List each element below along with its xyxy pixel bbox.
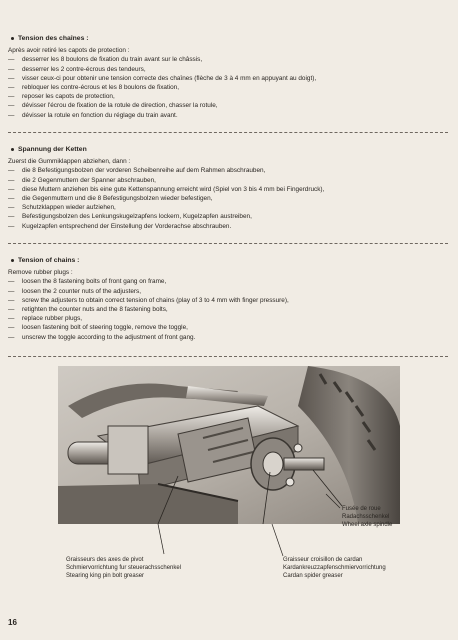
list-item: — screw the adjusters to obtain correct tension of chains (play of 3 to 4 mm with finger pressure), <box>8 296 289 304</box>
section-de-title: Spannung der Ketten <box>8 145 448 154</box>
list-item: — desserrer les 2 contre-écrous des tendeurs, <box>8 65 146 73</box>
list-item: — reposer les capots de protection, <box>8 93 115 101</box>
list-item: — dévisser l'écrou de fixation de la rotule de direction, chasser la rotule, <box>8 102 218 110</box>
list-item: — die 8 Befestigungsbolzen der vorderen Scheibenreihe auf dem Rahmen abschrauben, <box>8 167 266 175</box>
list-item: — diese Muttern anziehen bis eine gute Kettenspannung erreicht wird (Spiel von 3 bis 4 mm bei Fingerdruck), <box>8 185 325 193</box>
list-item: — visser ceux-ci pour obtenir une tension correcte des chaînes (flèche de 3 à 4 mm en appuyant au doigt), <box>8 74 317 82</box>
list-item: — loosen the 2 counter nuts of the adjusters, <box>8 287 142 295</box>
callout-king-pin-greaser: Graisseurs des axes de pivot Schmiervorrichtung fur steuerachsschenkel Stearing king pin bolt greaser <box>66 557 182 579</box>
section-fr-title: Tension des chaînes : <box>8 34 448 43</box>
page-number: 16 <box>8 618 17 627</box>
section-en-intro: Remove rubber plugs : <box>8 269 73 277</box>
callout-cardan-greaser: Graisseur croisillon de cardan Kardankreuzzapfenschmiervorrichtung Cardan spider greaser <box>283 557 386 579</box>
list-item: — loosen the 8 fastening bolts of front gang on frame, <box>8 278 167 286</box>
list-item: — die Gegenmuttern und die 8 Befestigungsbolzen wieder befestigen, <box>8 195 213 203</box>
list-item: — Kugelzapfen entsprechend der Einstellung der Vorderachse abschrauben. <box>8 222 232 230</box>
list-item: — loosen fastening bolt of steering toggle, remove the toggle, <box>8 324 188 332</box>
list-item: — desserrer les 8 boulons de fixation du train avant sur le châssis, <box>8 56 203 64</box>
callout-spindle: Fusée de roue Radachsschenkel Wheel axle spindle <box>342 506 393 528</box>
list-item: — replace rubber plugs, <box>8 315 83 323</box>
list-item: — retighten the counter nuts and the 8 fastening bolts, <box>8 306 168 314</box>
list-item: — Schutzklappen wieder aufziehen, <box>8 204 116 212</box>
list-item: — Befestigungsbolzen des Lenkungskugelzapfens lockern, Kugelzapfen austreiben, <box>8 213 252 221</box>
list-item: — unscrew the toggle according to the adjustment of front gang. <box>8 333 196 341</box>
list-item: — rebloquer les contre-écrous et les 8 boulons de fixation, <box>8 84 180 92</box>
section-fr-intro: Après avoir retiré les capots de protection : <box>8 47 130 55</box>
list-item: — dévisser la rotule en fonction du réglage du train avant. <box>8 111 178 119</box>
list-item: — die 2 Gegenmuttern der Spanner abschrauben, <box>8 176 156 184</box>
section-de-intro: Zuerst die Gummiklappen abziehen, dann : <box>8 158 131 166</box>
section-en-title: Tension of chains : <box>8 256 448 265</box>
